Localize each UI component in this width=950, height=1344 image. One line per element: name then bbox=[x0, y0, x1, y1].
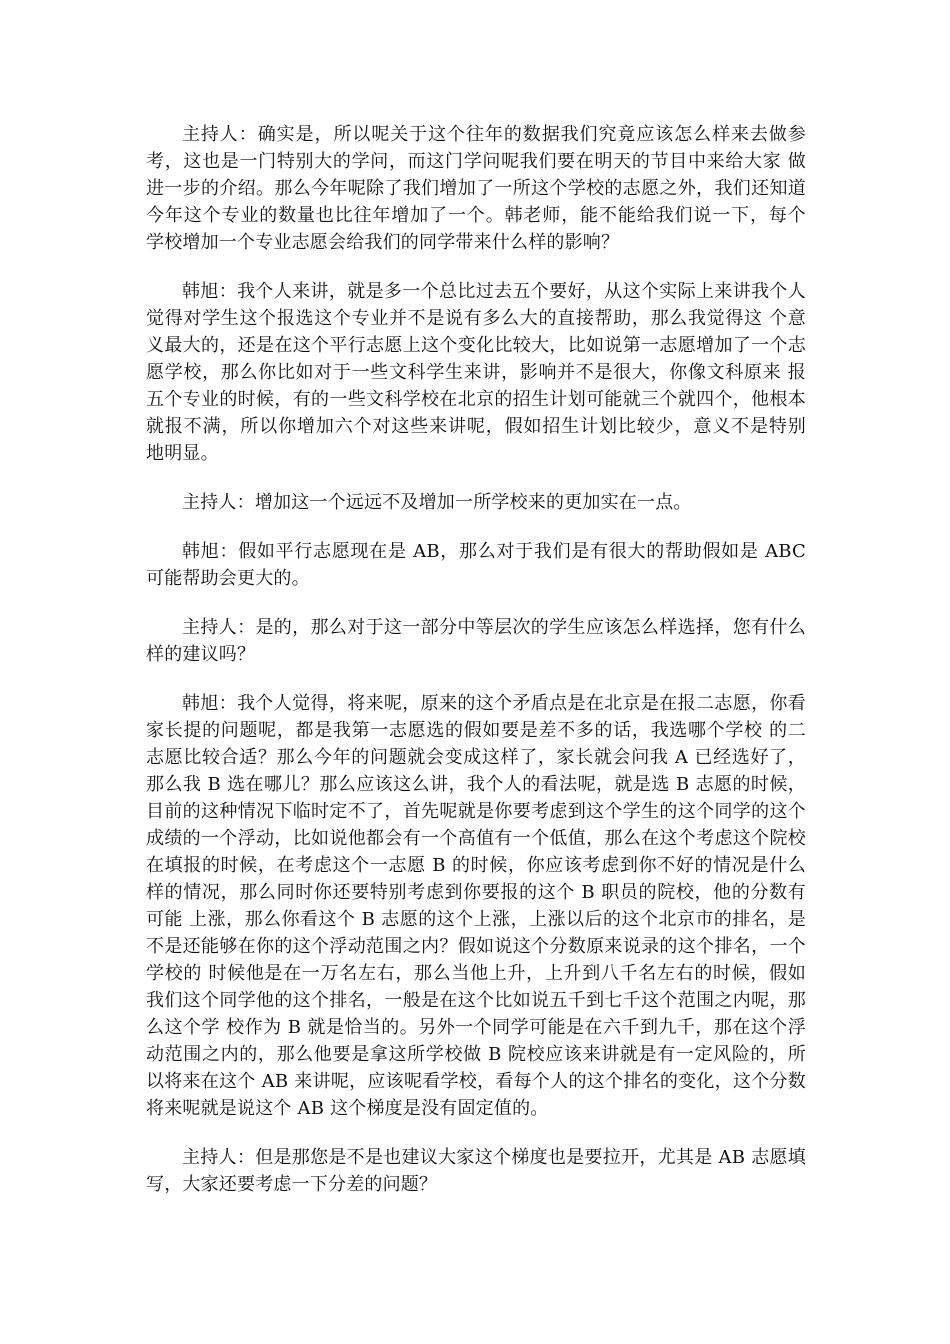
speaker-label: 韩旭： bbox=[182, 541, 239, 562]
speaker-label: 主持人： bbox=[182, 124, 258, 145]
paragraph-text: 假如平行志愿现在是 AB，那么对于我们是有很大的帮助假如是 ABC 可能帮助会更大的。 bbox=[146, 541, 806, 589]
paragraph-host-2 bbox=[146, 489, 806, 516]
paragraph-hanxu-2 bbox=[146, 538, 806, 592]
document-body bbox=[146, 121, 806, 1220]
paragraph-host-3 bbox=[146, 614, 806, 668]
paragraph-text: 确实是，所以呢关于这个往年的数据我们究竟应该怎么样来去做参考，这也是一门特别大的学问，而这门学问呢我们要在明天的节目中来给大家 做进一步的介绍。那么今年呢除了我们增加了一所这个学校的志愿之外，我们还知道今年这个专业的数量也比往年增加了一个。韩老师，能不能给我们说一下，每个 学校增加一个专业志愿会给我们的同学带来什么样的影响？ bbox=[146, 124, 806, 253]
paragraph-hanxu-3 bbox=[146, 690, 806, 1122]
speaker-label: 韩旭： bbox=[182, 693, 238, 714]
paragraph-text: 增加这一个远远不及增加一所学校来的更加实在一点。 bbox=[254, 492, 692, 513]
speaker-label: 主持人： bbox=[182, 1147, 256, 1168]
speaker-label: 韩旭： bbox=[182, 281, 238, 302]
speaker-label: 主持人： bbox=[182, 492, 255, 513]
paragraph-text: 是的，那么对于这一部分中等层次的学生应该怎么样选择，您有什么样的建议吗？ bbox=[146, 617, 806, 665]
paragraph-host-4 bbox=[146, 1144, 806, 1198]
paragraph-text: 但是那您是不是也建议大家这个梯度也是要拉开，尤其是 AB 志愿填写，大家还要考虑一下分差的问题？ bbox=[146, 1147, 806, 1195]
paragraph-text: 我个人来讲，就是多一个总比过去五个要好，从这个实际上来讲我个人觉得对学生这个报选这个专业并不是说有多么大的直接帮助，那么我觉得这 个意义最大的，还是在这个平行志愿上这个变化比较大，比如说第一志愿增加了一个志愿学校，那么你比如对于一些文科学生来讲，影响并不是很大，你像文科原来 报五个专业的时候，有的一些文科学校在北京的招生计划可能就三个就四个，他根本就报不满，所以你增加六个对这些来讲呢，假如招生计划比较少，意义不是特别 地明显。 bbox=[146, 281, 806, 464]
paragraph-hanxu-1 bbox=[146, 278, 806, 467]
speaker-label: 主持人： bbox=[182, 617, 256, 638]
paragraph-host-1 bbox=[146, 121, 806, 256]
paragraph-text: 我个人觉得，将来呢，原来的这个矛盾点是在北京是在报二志愿，你看家长提的问题呢，都是我第一志愿选的假如要是差不多的话，我选哪个学校 的二志愿比较合适？那么今年的问题就会变成这样了，家长就会问我 A 已经选好了，那么我 B 选在哪儿？那么应该这么讲，我个人的看法呢，就是选 B 志愿的时候， 目前的这种情况下临时定不了，首先呢就是你要考虑到这个学生的这个同学的这个成绩的一个浮动，比如说他都会有一个高值有一个低值，那么在这个考虑这个院校 在填报的时候，在考虑这个一志愿 B 的时候，你应该考虑到你不好的情况是什么样的情况，那么同时你还要特别考虑到你要报的这个 B 职员的院校，他的分数有可能 上涨，那么你看这个 B 志愿的这个上涨，上涨以后的这个北京市的排名，是不是还能够在你的这个浮动范围之内？假如说这个分数原来说录的这个排名，一个学校的 时候他是在一万名左右，那么当他上升，上升到八千名左右的时候，假如我们这个同学他的这个排名，一般是在这个比如说五千到七千这个范围之内呢，那么这个学 校作为 B 就是恰当的。另外一个同学可能是在六千到九千，那在这个浮动范围之内的，那么他要是拿这所学校做 B 院校应该来讲就是有一定风险的，所以将来在这个 AB 来讲呢，应该呢看学校，看每个人的这个排名的变化，这个分数将来呢就是说这个 AB 这个梯度是没有固定值的。 bbox=[146, 693, 806, 1119]
